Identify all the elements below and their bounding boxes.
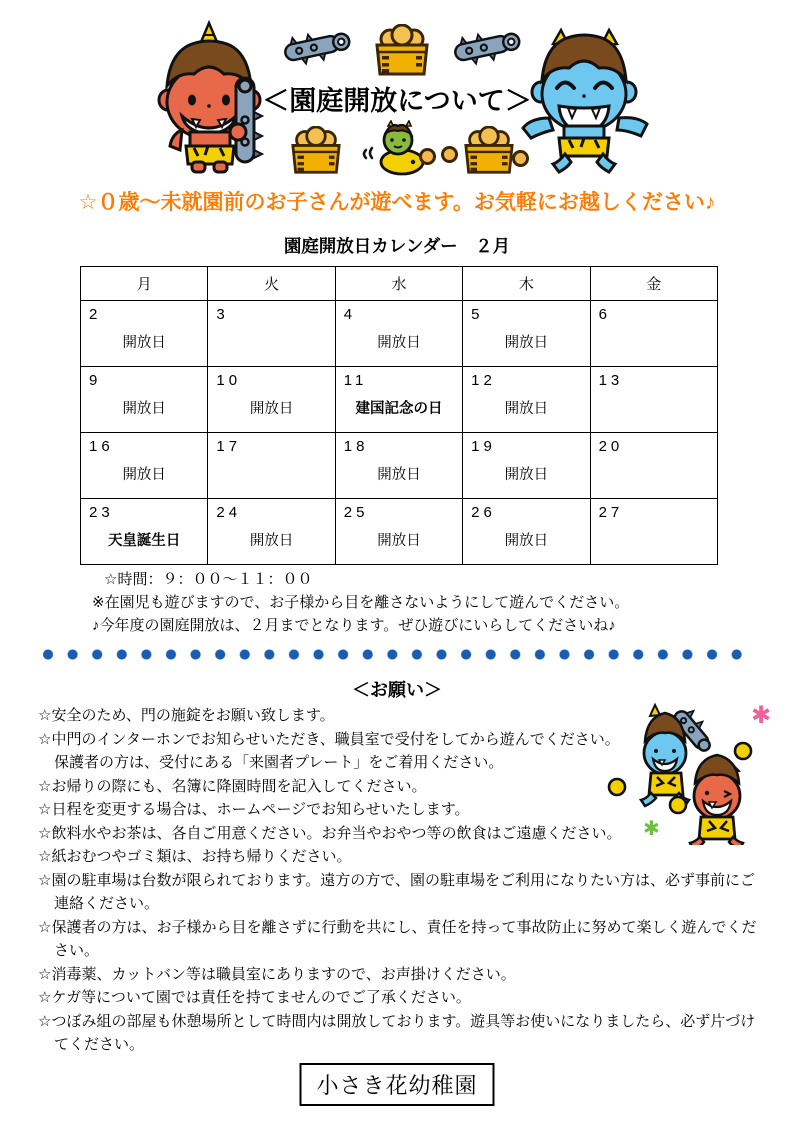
request-heading: ＜お願い＞: [352, 680, 442, 700]
day-number: 17: [216, 438, 242, 455]
request-line: ☆消毒薬、カットバン等は職員室にありますので、お声掛けください。: [38, 965, 516, 983]
calendar-cell: [463, 367, 590, 433]
masu-box-icon: [287, 126, 345, 176]
calendar-cell: [590, 433, 717, 499]
calendar-notes: [92, 568, 742, 637]
request-line: ☆日程を変更する場合は、ホームページでお知らせいたします。: [38, 801, 470, 818]
bean-icon: [419, 148, 436, 165]
calendar-cell: [81, 301, 208, 367]
calendar-weekday: 木: [463, 267, 590, 301]
page-title: ＜園庭開放について＞: [262, 86, 532, 116]
day-number: 4: [343, 306, 357, 323]
day-label: 開放日: [122, 335, 166, 351]
calendar-week-row: [81, 301, 718, 367]
day-label: 開放日: [377, 533, 421, 549]
calendar-cell: [590, 301, 717, 367]
masu-box-icon: [460, 126, 518, 176]
day-number: 13: [598, 372, 624, 389]
calendar-cell: [335, 367, 462, 433]
request-line: ☆つぼみ組の部屋も休憩場所として時間内は開放しております。遊具等お使いになりましたら、必ず片づけ: [38, 1012, 756, 1030]
calendar-cell: [335, 301, 462, 367]
calendar-cell: [463, 433, 590, 499]
calendar-weekday: 月: [81, 267, 208, 301]
day-number: 3: [216, 306, 229, 323]
day-number: 2: [89, 306, 102, 323]
day-label: 開放日: [122, 401, 166, 417]
request-line: 保護者の方は、受付にある「来園者プレート」をご着用ください。: [54, 754, 504, 771]
request-line: ☆保護者の方は、お子様から目を離さずに行動を共にし、責任を持って事故防止に努めて楽しく遊んでくだ: [38, 918, 757, 936]
calendar-cell: [208, 433, 335, 499]
calendar-cell: [335, 499, 462, 565]
request-line: ☆中門のインターホンでお知らせいただき、職員室で受付をしてから遊んでください。: [38, 730, 620, 748]
day-number: 20: [598, 438, 624, 455]
day-number: 25: [343, 504, 369, 521]
request-line: さい。: [54, 942, 100, 959]
calendar-note: ※在園児も遊びますので、お子様から目を離さないようにして遊んでください。: [92, 594, 630, 611]
calendar-weekday-row: [81, 267, 718, 301]
sparkle-pink-icon: ✱: [751, 702, 772, 729]
dotted-divider: [42, 648, 754, 661]
request-line: ☆安全のため、門の施錠をお願い致します。: [38, 707, 335, 724]
calendar-cell: [81, 499, 208, 565]
school-name-box: [299, 1063, 494, 1106]
day-label: 建国記念の日: [355, 401, 443, 417]
request-line: てください。: [54, 1036, 145, 1053]
day-number: 19: [471, 438, 496, 455]
calendar-week-row: [81, 367, 718, 433]
day-number: 12: [471, 372, 496, 389]
calendar-note: ☆時間：９：００～１１：００: [104, 571, 313, 588]
bean-icon: [441, 146, 458, 163]
calendar-week-row: [81, 499, 718, 565]
day-label: 開放日: [504, 335, 549, 351]
day-number: 11: [343, 372, 368, 389]
calendar-cell: [463, 301, 590, 367]
request-line: ☆飲料水やお茶は、各自ご用意ください。お弁当やおやつ等の飲食はご遠慮ください。: [38, 824, 622, 842]
day-number: 6: [598, 306, 611, 323]
club-icon: [279, 21, 356, 75]
club-icon: [449, 21, 526, 75]
calendar-cell: [590, 367, 717, 433]
sparkle-green-icon: ✱: [643, 818, 660, 840]
request-line: ☆紙おむつやゴミ類は、お持ち帰りください。: [38, 848, 352, 865]
masu-box-icon: [372, 24, 432, 78]
day-number: 10: [216, 372, 242, 389]
day-label: 開放日: [249, 533, 294, 549]
calendar-body: [81, 301, 718, 565]
day-number: 18: [343, 438, 369, 455]
day-label: 開放日: [122, 467, 166, 483]
calendar-cell: [208, 367, 335, 433]
request-line: 連絡ください。: [54, 895, 160, 912]
day-number: 24: [216, 504, 242, 521]
day-number: 9: [89, 372, 102, 389]
calendar-weekday: 金: [590, 267, 717, 301]
request-line: ☆ケガ等について園では責任を持てませんのでご了承ください。: [38, 989, 471, 1006]
day-number: 27: [598, 504, 624, 521]
day-label: 開放日: [504, 467, 549, 483]
calendar-cell: [81, 367, 208, 433]
calendar-weekday: 水: [335, 267, 462, 301]
calendar-table: [80, 266, 718, 565]
calendar-cell: [335, 433, 462, 499]
calendar-weekday: 火: [208, 267, 335, 301]
day-number: 16: [89, 438, 114, 455]
request-line: ☆お帰りの際にも、名簿に降園時間を記入してください。: [38, 777, 427, 795]
calendar-cell: [463, 499, 590, 565]
day-label: 開放日: [377, 335, 421, 351]
calendar-note: ♪今年度の園庭開放は、２月までとなります。ぜひ遊びにいらしてくださいね♪: [92, 617, 616, 634]
day-label: 開放日: [249, 401, 294, 417]
intro-headline: ☆０歳～未就園前のお子さんが遊べます。お気軽にお越しください♪: [78, 191, 716, 214]
calendar-cell: [208, 301, 335, 367]
calendar-cell: [590, 499, 717, 565]
day-number: 23: [89, 504, 114, 521]
calendar-title: 園庭開放日カレンダー ２月: [283, 236, 511, 256]
school-name: 小さき花幼稚園: [316, 1073, 478, 1098]
day-label: 開放日: [504, 533, 549, 549]
calendar-cell: [208, 499, 335, 565]
request-list: [38, 704, 780, 1057]
calendar-week-row: [81, 433, 718, 499]
calendar-cell: [81, 433, 208, 499]
day-label: 天皇誕生日: [107, 533, 181, 549]
day-number: 5: [471, 306, 484, 323]
request-line: ☆園の駐車場は台数が限られております。遠方の方で、園の駐車場をご利用になりたい方は、必ず事前にご: [38, 871, 755, 889]
day-label: 開放日: [504, 401, 549, 417]
day-number: 26: [471, 504, 496, 521]
bean-icon: [512, 150, 529, 167]
day-label: 開放日: [377, 467, 421, 483]
